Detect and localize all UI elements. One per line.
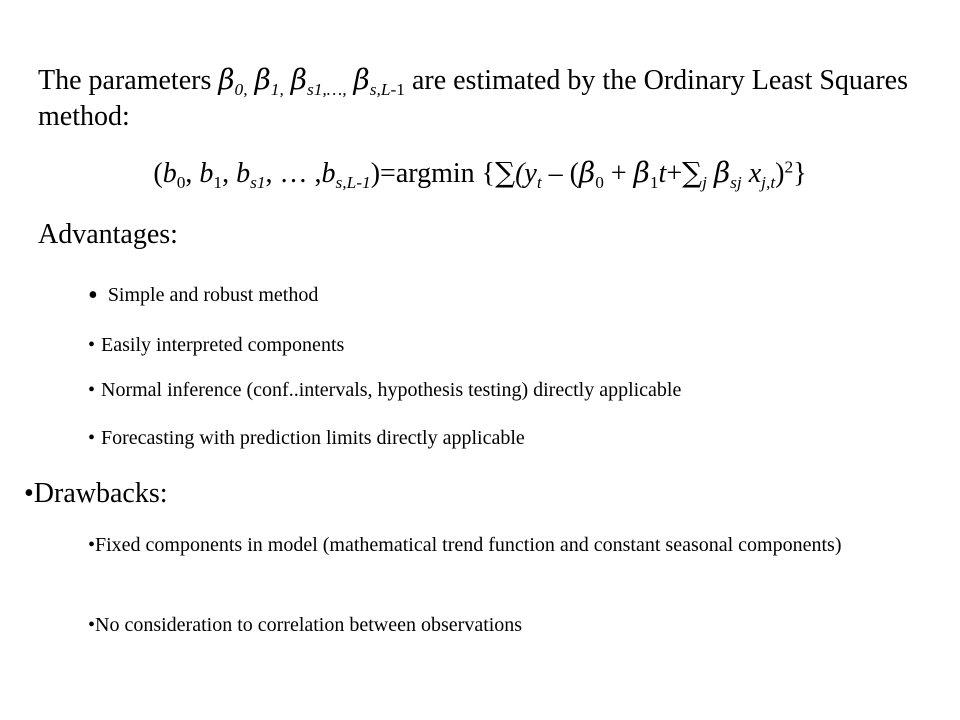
beta-symbol: β [633, 156, 650, 189]
drawbacks-heading: •Drawbacks: [24, 478, 168, 509]
intro-sub-0: 0, [234, 80, 248, 100]
beta-symbol: β [713, 156, 731, 189]
advantage-text: Simple and robust method [107, 284, 319, 306]
bullet: • [88, 427, 96, 449]
advantage-text: Normal inference (conf..intervals, hypothesis testing) directly applicable [101, 379, 682, 401]
formula-b: b [162, 158, 177, 189]
formula-x: x [748, 158, 762, 189]
advantage-text: Easily interpreted components [101, 334, 345, 356]
formula-sub: 0 [176, 173, 186, 193]
advantage-text: Forecasting with prediction limits directly applicable [101, 427, 525, 449]
formula-sub: 1 [213, 173, 223, 193]
intro-paragraph [38, 62, 918, 135]
formula-sub: 0 [595, 173, 604, 193]
advantage-item [88, 426, 888, 450]
formula-plus: + [603, 158, 634, 189]
advantage-item [88, 333, 888, 357]
intro-sub-sL: s,L [369, 80, 391, 100]
formula-sub: s1 [250, 173, 266, 193]
formula-sup: 2 [784, 157, 794, 177]
formula-sub: t [536, 173, 542, 193]
formula-sub: j [702, 173, 707, 193]
formula-sub: sj [730, 173, 742, 193]
intro-sub-sL-tail: -1 [390, 80, 405, 100]
drawback-item: •No consideration to correlation between observations [88, 614, 523, 636]
formula-ellipsis: , … , [265, 158, 322, 189]
drawback-item: •Fixed components in model (mathematical trend function and constant seasonal components) [88, 534, 842, 556]
intro-sub-s1: s1,…, [306, 80, 347, 100]
intro-prefix: The parameters [38, 65, 219, 96]
beta-symbol: β [290, 63, 307, 96]
beta-symbol: β [579, 156, 596, 189]
bullet: • [88, 280, 98, 311]
formula-b: b [321, 158, 336, 189]
formula-y: (y [515, 158, 537, 189]
formula-sub: s,L-1 [335, 173, 371, 193]
advantage-item [88, 378, 888, 402]
bullet: • [88, 334, 96, 356]
formula-argmin: )=argmin { [370, 158, 496, 189]
beta-symbol: β [353, 63, 370, 96]
bullet: • [88, 379, 96, 401]
intro-sub-1: 1, [270, 80, 284, 100]
formula-end: } [793, 158, 807, 189]
formula-t: t [658, 158, 667, 189]
advantages-heading: Advantages: [38, 219, 178, 250]
sigma-symbol: ∑ [495, 156, 516, 189]
formula-b: b [199, 158, 214, 189]
formula-b: b [236, 158, 251, 189]
advantage-item [88, 280, 888, 311]
formula-plus: + [666, 158, 683, 189]
sigma-symbol: ∑ [682, 156, 703, 189]
beta-symbol: β [218, 63, 235, 96]
formula-sub: 1 [649, 173, 659, 193]
formula-close: ) [775, 158, 785, 189]
formula-open: ( [153, 158, 163, 189]
ols-formula: ($b_0$, $b_1$, $b_{s1}$, … $,b_{s,L-1})=argmin$ {$\sum(y_t - (\beta_0 + \beta_1t+\sum_j$ $\beta_{sj}$ $x_{j,t})^2$} [153, 156, 807, 193]
beta-symbol: β [254, 63, 271, 96]
intro-suffix: are estimated by the Ordinary Least Squares method: [38, 65, 908, 132]
formula-sub: j,t [761, 173, 776, 193]
formula-minus: – ( [541, 158, 579, 189]
